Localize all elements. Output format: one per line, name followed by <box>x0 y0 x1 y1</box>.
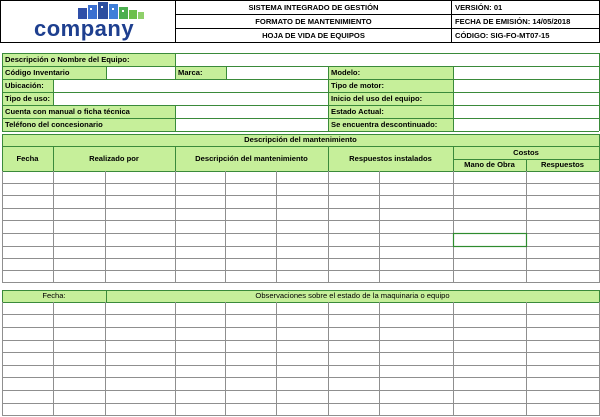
column-header-costos: Costos <box>453 146 599 159</box>
company-logo <box>6 2 171 40</box>
observations-grid <box>2 302 600 417</box>
issue-date-label: FECHA DE EMISIÓN: 14/05/2018 <box>455 16 571 26</box>
dealer-phone-label: Teléfono del concesionario <box>2 118 175 131</box>
manual-field[interactable] <box>175 105 328 118</box>
maintenance-grid <box>2 171 600 284</box>
column-header-respuestos: Respuestos <box>526 159 599 171</box>
brand-label: Marca: <box>175 66 226 79</box>
equipment-description-label: Descripción o Nombre del Equipo: <box>2 53 175 66</box>
model-label: Modelo: <box>328 66 453 79</box>
column-header-fecha: Fecha <box>2 146 53 171</box>
maintenance-rows <box>2 171 599 283</box>
manual-label: Cuenta con manual o ficha técnica <box>2 105 175 118</box>
dealer-phone-field[interactable] <box>175 118 328 131</box>
discontinued-label: Se encuentra descontinuado: <box>328 118 453 131</box>
brand-field[interactable] <box>226 66 328 79</box>
motor-type-label: Tipo de motor: <box>328 79 453 92</box>
observations-rows <box>2 302 599 416</box>
use-start-label: Inicio del uso del equipo: <box>328 92 453 105</box>
use-type-label: Tipo de uso: <box>2 92 53 105</box>
document-code-label: CÓDIGO: SIG-FO-MT07-15 <box>455 30 550 40</box>
maintenance-section-title: Descripción del mantenimiento <box>2 134 599 146</box>
use-type-field[interactable] <box>53 92 328 105</box>
column-header-descripcion: Descripción del mantenimiento <box>175 146 328 171</box>
location-field[interactable] <box>53 79 328 92</box>
observations-date-label: Fecha: <box>2 290 106 302</box>
version-label: VERSIÓN: 01 <box>455 2 503 12</box>
equipment-description-field[interactable] <box>175 53 599 66</box>
format-title: FORMATO DE MANTENIMIENTO <box>255 16 372 26</box>
observations-title: Observaciones sobre el estado de la maquinaria o equipo <box>106 290 599 302</box>
selected-cell[interactable] <box>454 234 527 247</box>
model-field[interactable] <box>453 66 599 79</box>
logo-text: company <box>34 16 135 41</box>
location-label: Ubicación: <box>2 79 53 92</box>
column-header-mano-obra: Mano de Obra <box>453 159 526 171</box>
document-header <box>0 0 600 43</box>
inventory-code-label: Código Inventario <box>2 66 106 79</box>
motor-type-field[interactable] <box>453 79 599 92</box>
inventory-code-field[interactable] <box>106 66 175 79</box>
column-header-repuestos: Respuestos instalados <box>328 146 453 171</box>
discontinued-field[interactable] <box>453 118 599 131</box>
current-state-field[interactable] <box>453 105 599 118</box>
use-start-field[interactable] <box>453 92 599 105</box>
document-title: HOJA DE VIDA DE EQUIPOS <box>262 30 365 40</box>
current-state-label: Estado Actual: <box>328 105 453 118</box>
system-title: SISTEMA INTEGRADO DE GESTIÓN <box>248 2 379 12</box>
column-header-realizado-por: Realizado por <box>53 146 175 171</box>
